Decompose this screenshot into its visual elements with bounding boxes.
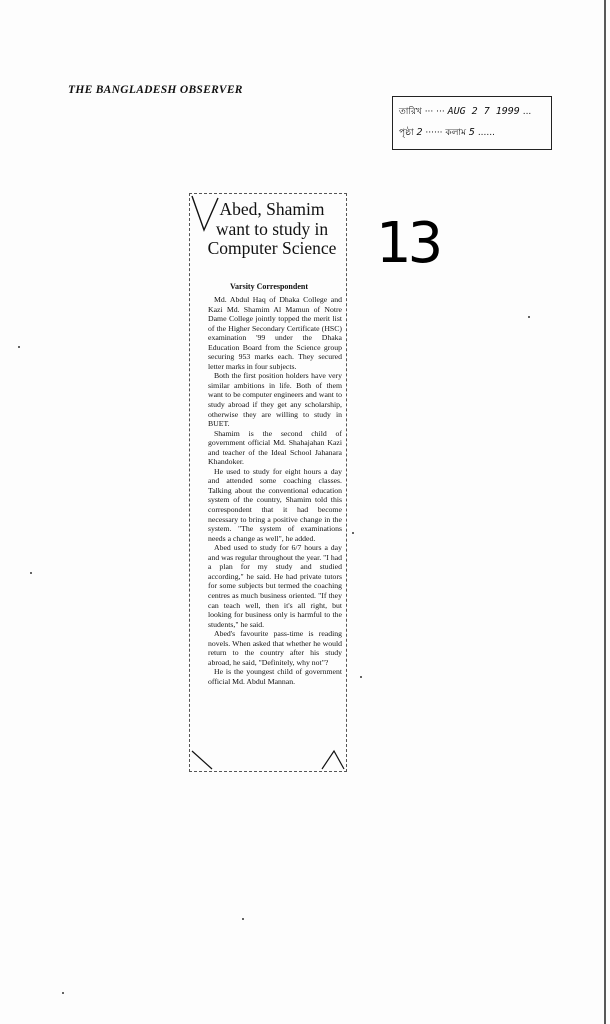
- article-paragraph: Shamim is the second child of government official Md. Shahajahan Kazi and teacher of the Ideal School Jahanara Khandoker.: [208, 428, 342, 467]
- scan-speck: [528, 316, 530, 318]
- stamp-date-row: তারিখ ··· ··· AUG 2 7 1999 ...: [399, 106, 532, 117]
- scan-speck: [30, 572, 32, 574]
- scan-speck: [62, 992, 64, 994]
- handwritten-number: 13: [376, 211, 440, 276]
- scan-speck: [18, 346, 20, 348]
- newspaper-clipping: [189, 193, 347, 772]
- stamp-page-label: পৃষ্ঠা: [399, 128, 414, 138]
- article-paragraph: Md. Abdul Haq of Dhaka College and Kazi Md. Shamim Al Mamun of Notre Dame College jointly topped the merit list of the Higher Secondary Certificate (HSC) examination '99 under the Dhaka Education Board from the Science group securing 953 marks each. They secured letter marks in four subjects.: [208, 295, 342, 371]
- article-byline: Varsity Correspondent: [229, 282, 308, 291]
- article-paragraph: He is the youngest child of government official Md. Abdul Mannan.: [208, 667, 342, 686]
- archive-stamp: [392, 96, 552, 150]
- article-paragraph: Abed used to study for 6/7 hours a day and was regular throughout the year. "I had a plan for my study and studied according," he said. He had private tutors for some subjects but termed the coaching centres as much business oriented. "If they can teach well, then it's all right, but looking for business only is harmful to the students," he said.: [208, 543, 343, 629]
- scissor-cut-mark-icon: [190, 749, 216, 771]
- stamp-date-label: তারিখ: [399, 107, 422, 117]
- stamp-column-value: 5: [468, 127, 475, 138]
- scan-edge-line: [604, 0, 606, 1024]
- article-paragraph: Abed's favourite pass-time is reading novels. When asked that whether he would return to the country after his study abroad, he said, "Definitely, why not"?: [208, 629, 342, 667]
- scissor-cut-mark-icon: [320, 747, 346, 771]
- scan-speck: [360, 676, 362, 678]
- scan-speck: [352, 532, 354, 534]
- article-body: [208, 295, 342, 686]
- newspaper-masthead: THE BANGLADESH OBSERVER: [68, 84, 243, 96]
- scan-speck: [242, 918, 244, 920]
- article-paragraph: He used to study for eight hours a day and attended some coaching classes. Talking about the conventional education system of the country, Shamim told this correspondent that it had become necessary to bring a positive change in the system. "The system of examinations needs a change as well", he added.: [208, 466, 342, 543]
- stamp-page-value: 2: [416, 127, 423, 138]
- article-headline: Abed, Shamim want to study in Computer Science: [207, 199, 337, 258]
- stamp-date-value: AUG 2 7 1999: [447, 106, 520, 117]
- stamp-column-label: কলাম: [445, 128, 467, 138]
- stamp-page-row: পৃষ্ঠা 2 ······ কলাম 5 ......: [399, 127, 495, 138]
- article-paragraph: Both the first position holders have very similar ambitions in life. Both of them want to be computer engineers and want to study abroad if they get any scholarship, otherwise they are willing to study in BUET.: [208, 371, 342, 429]
